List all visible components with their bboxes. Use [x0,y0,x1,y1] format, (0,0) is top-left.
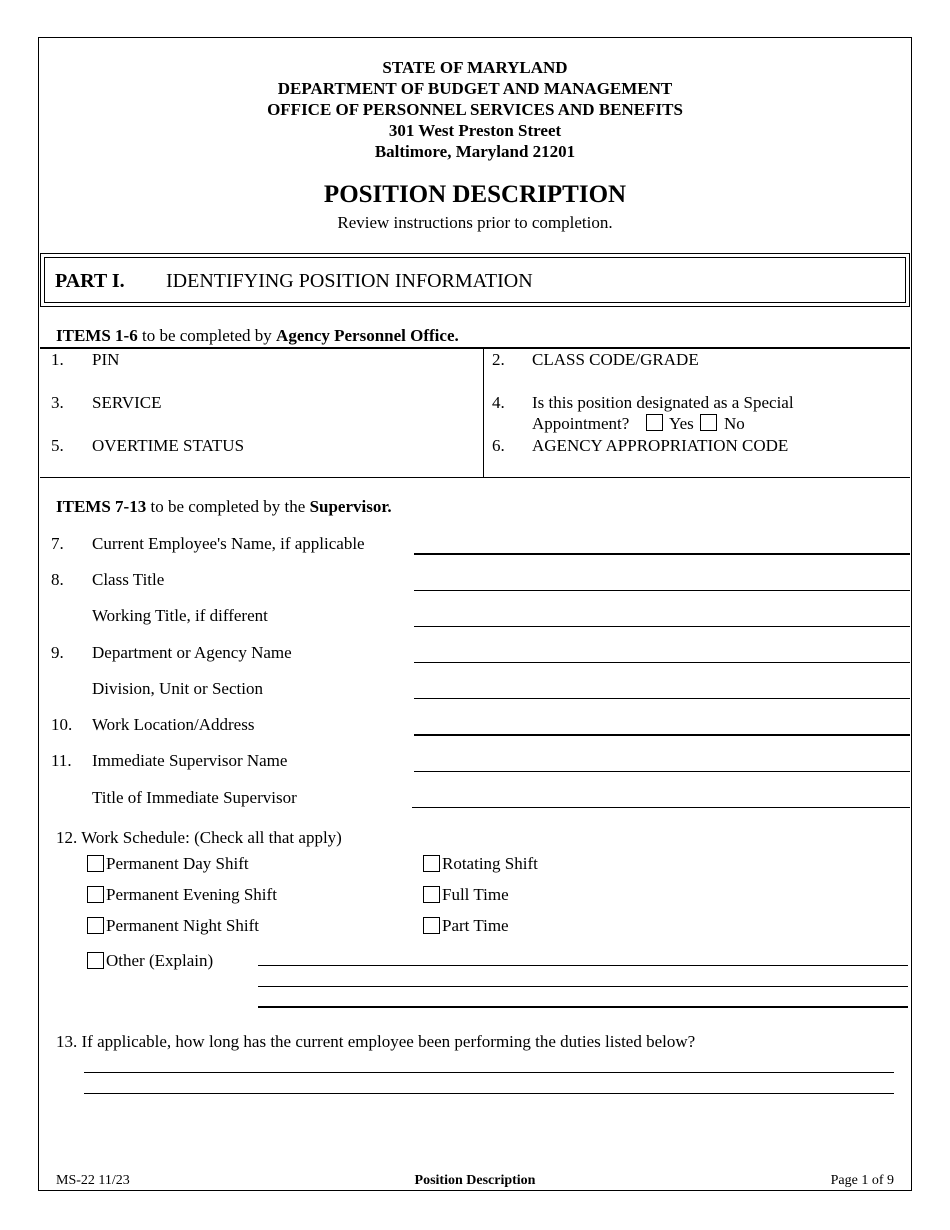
field-8-label: Class Title [92,570,165,589]
permanent-evening-shift-checkbox[interactable] [87,886,104,903]
field-10-number: 10. [51,715,73,734]
work-schedule-title: 12. Work Schedule: (Check all that apply) [56,828,342,847]
part1-header-box [40,253,910,307]
other-checkbox[interactable] [87,952,104,969]
other-explain-line-3[interactable] [258,1006,908,1008]
permanent-evening-shift-label: Permanent Evening Shift [106,885,277,904]
rotating-shift-checkbox[interactable] [423,855,440,872]
field-7-number: 7. [51,534,64,553]
item-4-number: 4. [492,393,505,412]
item-5-label: OVERTIME STATUS [92,436,245,455]
field-8-number: 8. [51,570,64,589]
page-subtitle: Review instructions prior to completion. [337,213,613,232]
item-6-number: 6. [492,436,505,455]
part1-label: PART I. [55,270,125,292]
item-1-label: PIN [92,350,120,369]
footer-page-number: Page 1 of 9 [830,1173,894,1188]
agency-table-bottom [40,477,910,478]
permanent-day-shift-label: Permanent Day Shift [106,854,249,873]
item-3-number: 3. [51,393,64,412]
agency-table-divider [483,348,484,478]
supervisor-title-label: Title of Immediate Supervisor [92,788,297,807]
supervisor-title-field[interactable] [412,807,910,808]
other-label: Other (Explain) [106,951,214,970]
class-title-field[interactable] [414,590,910,591]
part-time-label: Part Time [442,916,509,935]
footer-title: Position Description [414,1173,536,1188]
work-location-field[interactable] [414,734,910,736]
working-title-label: Working Title, if different [92,606,268,625]
agency-section-intro: ITEMS 1-6 to be completed by Agency Personnel Office. [56,326,459,345]
item-3-label: SERVICE [92,393,162,412]
special-appointment-yes-checkbox[interactable] [646,414,663,431]
full-time-checkbox[interactable] [423,886,440,903]
header-line-4: 301 West Preston Street [388,121,562,140]
division-field[interactable] [414,698,910,699]
employee-name-field[interactable] [414,553,910,555]
field-7-label: Current Employee's Name, if applicable [92,534,365,553]
header-line-1: STATE OF MARYLAND [382,58,568,77]
header-line-2: DEPARTMENT OF BUDGET AND MANAGEMENT [277,79,673,98]
part-time-checkbox[interactable] [423,917,440,934]
part1-title: IDENTIFYING POSITION INFORMATION [166,270,533,292]
field-11-label: Immediate Supervisor Name [92,751,288,770]
field-11-number: 11. [51,751,72,770]
permanent-night-shift-label: Permanent Night Shift [106,916,259,935]
field-9-number: 9. [51,643,64,662]
item-5-number: 5. [51,436,64,455]
field-10-label: Work Location/Address [92,715,255,734]
item-4-label: Is this position designated as a Special [532,393,794,412]
permanent-day-shift-checkbox[interactable] [87,855,104,872]
q13-answer-line-1[interactable] [84,1072,894,1073]
item-6-label: AGENCY APPROPRIATION CODE [532,436,789,455]
rotating-shift-label: Rotating Shift [442,854,538,873]
q13-answer-line-2[interactable] [84,1093,894,1094]
other-explain-line-1[interactable] [258,965,908,966]
item-1-number: 1. [51,350,64,369]
supervisor-name-field[interactable] [414,771,910,772]
item-2-number: 2. [492,350,505,369]
question-13: 13. If applicable, how long has the current employee been performing the duties listed below? [56,1032,696,1051]
no-label: No [724,414,745,433]
page-title: POSITION DESCRIPTION [323,181,627,208]
permanent-night-shift-checkbox[interactable] [87,917,104,934]
field-9-label: Department or Agency Name [92,643,292,662]
division-label: Division, Unit or Section [92,679,263,698]
agency-table-top [40,347,910,349]
header-line-3: OFFICE OF PERSONNEL SERVICES AND BENEFITS [267,100,683,119]
agency-name-field[interactable] [414,662,910,663]
supervisor-section-intro: ITEMS 7-13 to be completed by the Supervisor. [56,497,392,516]
header-line-5: Baltimore, Maryland 21201 [374,142,576,161]
special-appointment-no-checkbox[interactable] [700,414,717,431]
working-title-field[interactable] [414,626,910,627]
item-4-label-line2: Appointment? [532,414,630,433]
item-2-label: CLASS CODE/GRADE [532,350,699,369]
other-explain-line-2[interactable] [258,986,908,987]
full-time-label: Full Time [442,885,509,904]
footer-form-id: MS-22 11/23 [56,1173,130,1188]
yes-label: Yes [669,414,694,433]
